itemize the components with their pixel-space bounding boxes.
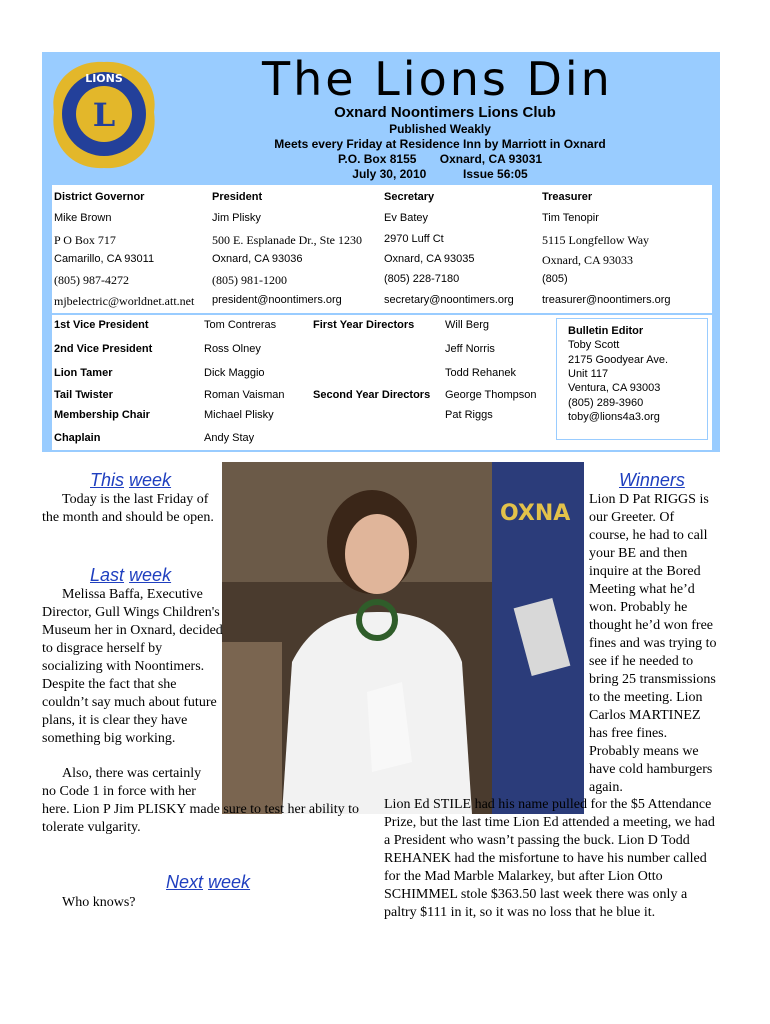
director-name: Will Berg: [445, 319, 490, 331]
secretary-addr1: 2970 Luff Ct: [384, 233, 444, 245]
next-week-heading: Next week: [166, 872, 251, 892]
svg-text:L: L: [92, 96, 116, 134]
treasurer-addr1: 5115 Longfellow Way: [542, 233, 650, 247]
bulletin-addr1: 2175 Goodyear Ave.: [568, 354, 669, 366]
role-label: Membership Chair: [54, 409, 150, 421]
last-week-text-3: here. Lion P Jim PLISKY made sure to test her ability to tolerate vulgarity.: [42, 802, 360, 835]
winners-text: Lion D Pat RIGGS is our Greeter. Of course, he had to call your BE and then inquire at the Bored Meeting what he’d won. Probably he thought he’d won free fines and was trying to see if he needed to bring 25 transmissions to the meeting. Lion Carlos MARTINEZ has free fines. Probably means we have cold hamburgers again.: [589, 492, 717, 795]
dg-phone: (805) 987-4272: [54, 273, 129, 287]
last-week-text: Melissa Baffa, Executive Director, Gull Wings Children's Museum her in Oxnard, decided to disgrace herself by socializing with Noontimers. Despite the fact that she couldn’t say much about future plans, it is clear they have something big working.: [42, 587, 223, 746]
second-year-directors-label: Second Year Directors: [313, 389, 431, 401]
bulletin-phone: (805) 289-3960: [568, 397, 644, 409]
heading-treasurer: Treasurer: [542, 191, 593, 203]
role-name: Tom Contreras: [204, 319, 277, 331]
bulletin-name: Toby Scott: [568, 339, 620, 351]
director-name: George Thompson: [445, 389, 537, 401]
role-label: Tail Twister: [54, 389, 113, 401]
role-name: Michael Plisky: [204, 409, 274, 421]
bulletin-heading: Bulletin Editor: [568, 325, 644, 337]
svg-text:LIONS: LIONS: [85, 72, 123, 85]
last-week-heading: Last week: [90, 565, 172, 585]
winners-heading: Winners: [619, 470, 685, 490]
heading-president: President: [212, 191, 263, 203]
bulletin-addr3: Ventura, CA 93003: [568, 382, 661, 394]
winners-text-2: Lion Ed STILE had his name pulled for the $5 Attendance Prize, but the last time Lion Ed attended a meeting, we had a President who wasn’t passing the buck. Lion D Todd REHANEK had the misfortune to have his number called for the Mad Marble Malarkey, but after Lion Otto SCHIMMEL stole $363.50 last week there was only a paltry $111 in it, so it was no loss that he blue it.: [384, 797, 715, 920]
table-divider: [52, 313, 712, 315]
address-line: [220, 152, 660, 166]
bulletin-editor-box: [556, 318, 708, 440]
role-name: Andy Stay: [204, 432, 255, 444]
role-label: Chaplain: [54, 432, 101, 444]
issue-date: July 30, 2010: [352, 167, 427, 181]
treasurer-phone: (805): [542, 273, 568, 285]
published-line: Published Weakly: [389, 122, 491, 136]
this-week-heading: This week: [90, 470, 172, 490]
dg-email: mjbelectric@worldnet.att.net: [54, 294, 195, 308]
first-year-directors-label: First Year Directors: [313, 319, 415, 331]
role-label: 2nd Vice President: [54, 343, 153, 355]
this-week-text: Today is the last Friday of the month and should be open.: [42, 492, 214, 525]
bulletin-addr2: Unit 117: [568, 368, 609, 380]
role-label: 1st Vice President: [54, 319, 149, 331]
svg-text:OXNA: OXNA: [500, 501, 571, 526]
secretary-email: secretary@noontimers.org: [384, 294, 514, 306]
president-name: Jim Plisky: [212, 212, 261, 224]
meets-line: Meets every Friday at Residence Inn by Marriott in Oxnard: [274, 137, 606, 151]
issue-number: Issue 56:05: [463, 167, 528, 181]
secretary-addr2: Oxnard, CA 93035: [384, 253, 475, 265]
bulletin-email: toby@lions4a3.org: [568, 411, 660, 423]
director-name: Todd Rehanek: [445, 367, 516, 379]
dg-addr1: P O Box 717: [54, 233, 116, 247]
treasurer-name: Tim Tenopir: [542, 212, 599, 224]
role-name: Roman Vaisman: [204, 389, 285, 401]
role-name: Ross Olney: [204, 343, 261, 355]
president-addr2: Oxnard, CA 93036: [212, 253, 303, 265]
role-label: Lion Tamer: [54, 367, 113, 379]
heading-district-governor: District Governor: [54, 191, 145, 203]
date-line: [220, 167, 660, 181]
heading-secretary: Secretary: [384, 191, 435, 203]
secretary-name: Ev Batey: [384, 212, 429, 224]
dg-addr2: Camarillo, CA 93011: [54, 253, 155, 265]
director-name: Jeff Norris: [445, 343, 495, 355]
treasurer-addr2: Oxnard, CA 93033: [542, 253, 633, 267]
city: Oxnard, CA 93031: [439, 152, 543, 166]
president-addr1: 500 E. Esplanade Dr., Ste 1230: [212, 233, 362, 247]
lions-logo-icon: [44, 52, 164, 176]
newsletter-title: The Lions Din: [262, 52, 613, 106]
treasurer-email: treasurer@noontimers.org: [542, 294, 671, 306]
director-name: Pat Riggs: [445, 409, 493, 421]
secretary-phone: (805) 228-7180: [384, 273, 460, 285]
president-phone: (805) 981-1200: [212, 273, 287, 287]
last-week-text-2: Also, there was certainly no Code 1 in force with her: [42, 766, 202, 799]
speaker-photo: [222, 462, 584, 814]
dg-name: Mike Brown: [54, 212, 112, 224]
next-week-text: Who knows?: [62, 895, 136, 910]
club-name: Oxnard Noontimers Lions Club: [334, 104, 556, 121]
role-name: Dick Maggio: [204, 367, 265, 379]
president-email: president@noontimers.org: [212, 294, 342, 306]
pobox: P.O. Box 8155: [337, 152, 417, 166]
